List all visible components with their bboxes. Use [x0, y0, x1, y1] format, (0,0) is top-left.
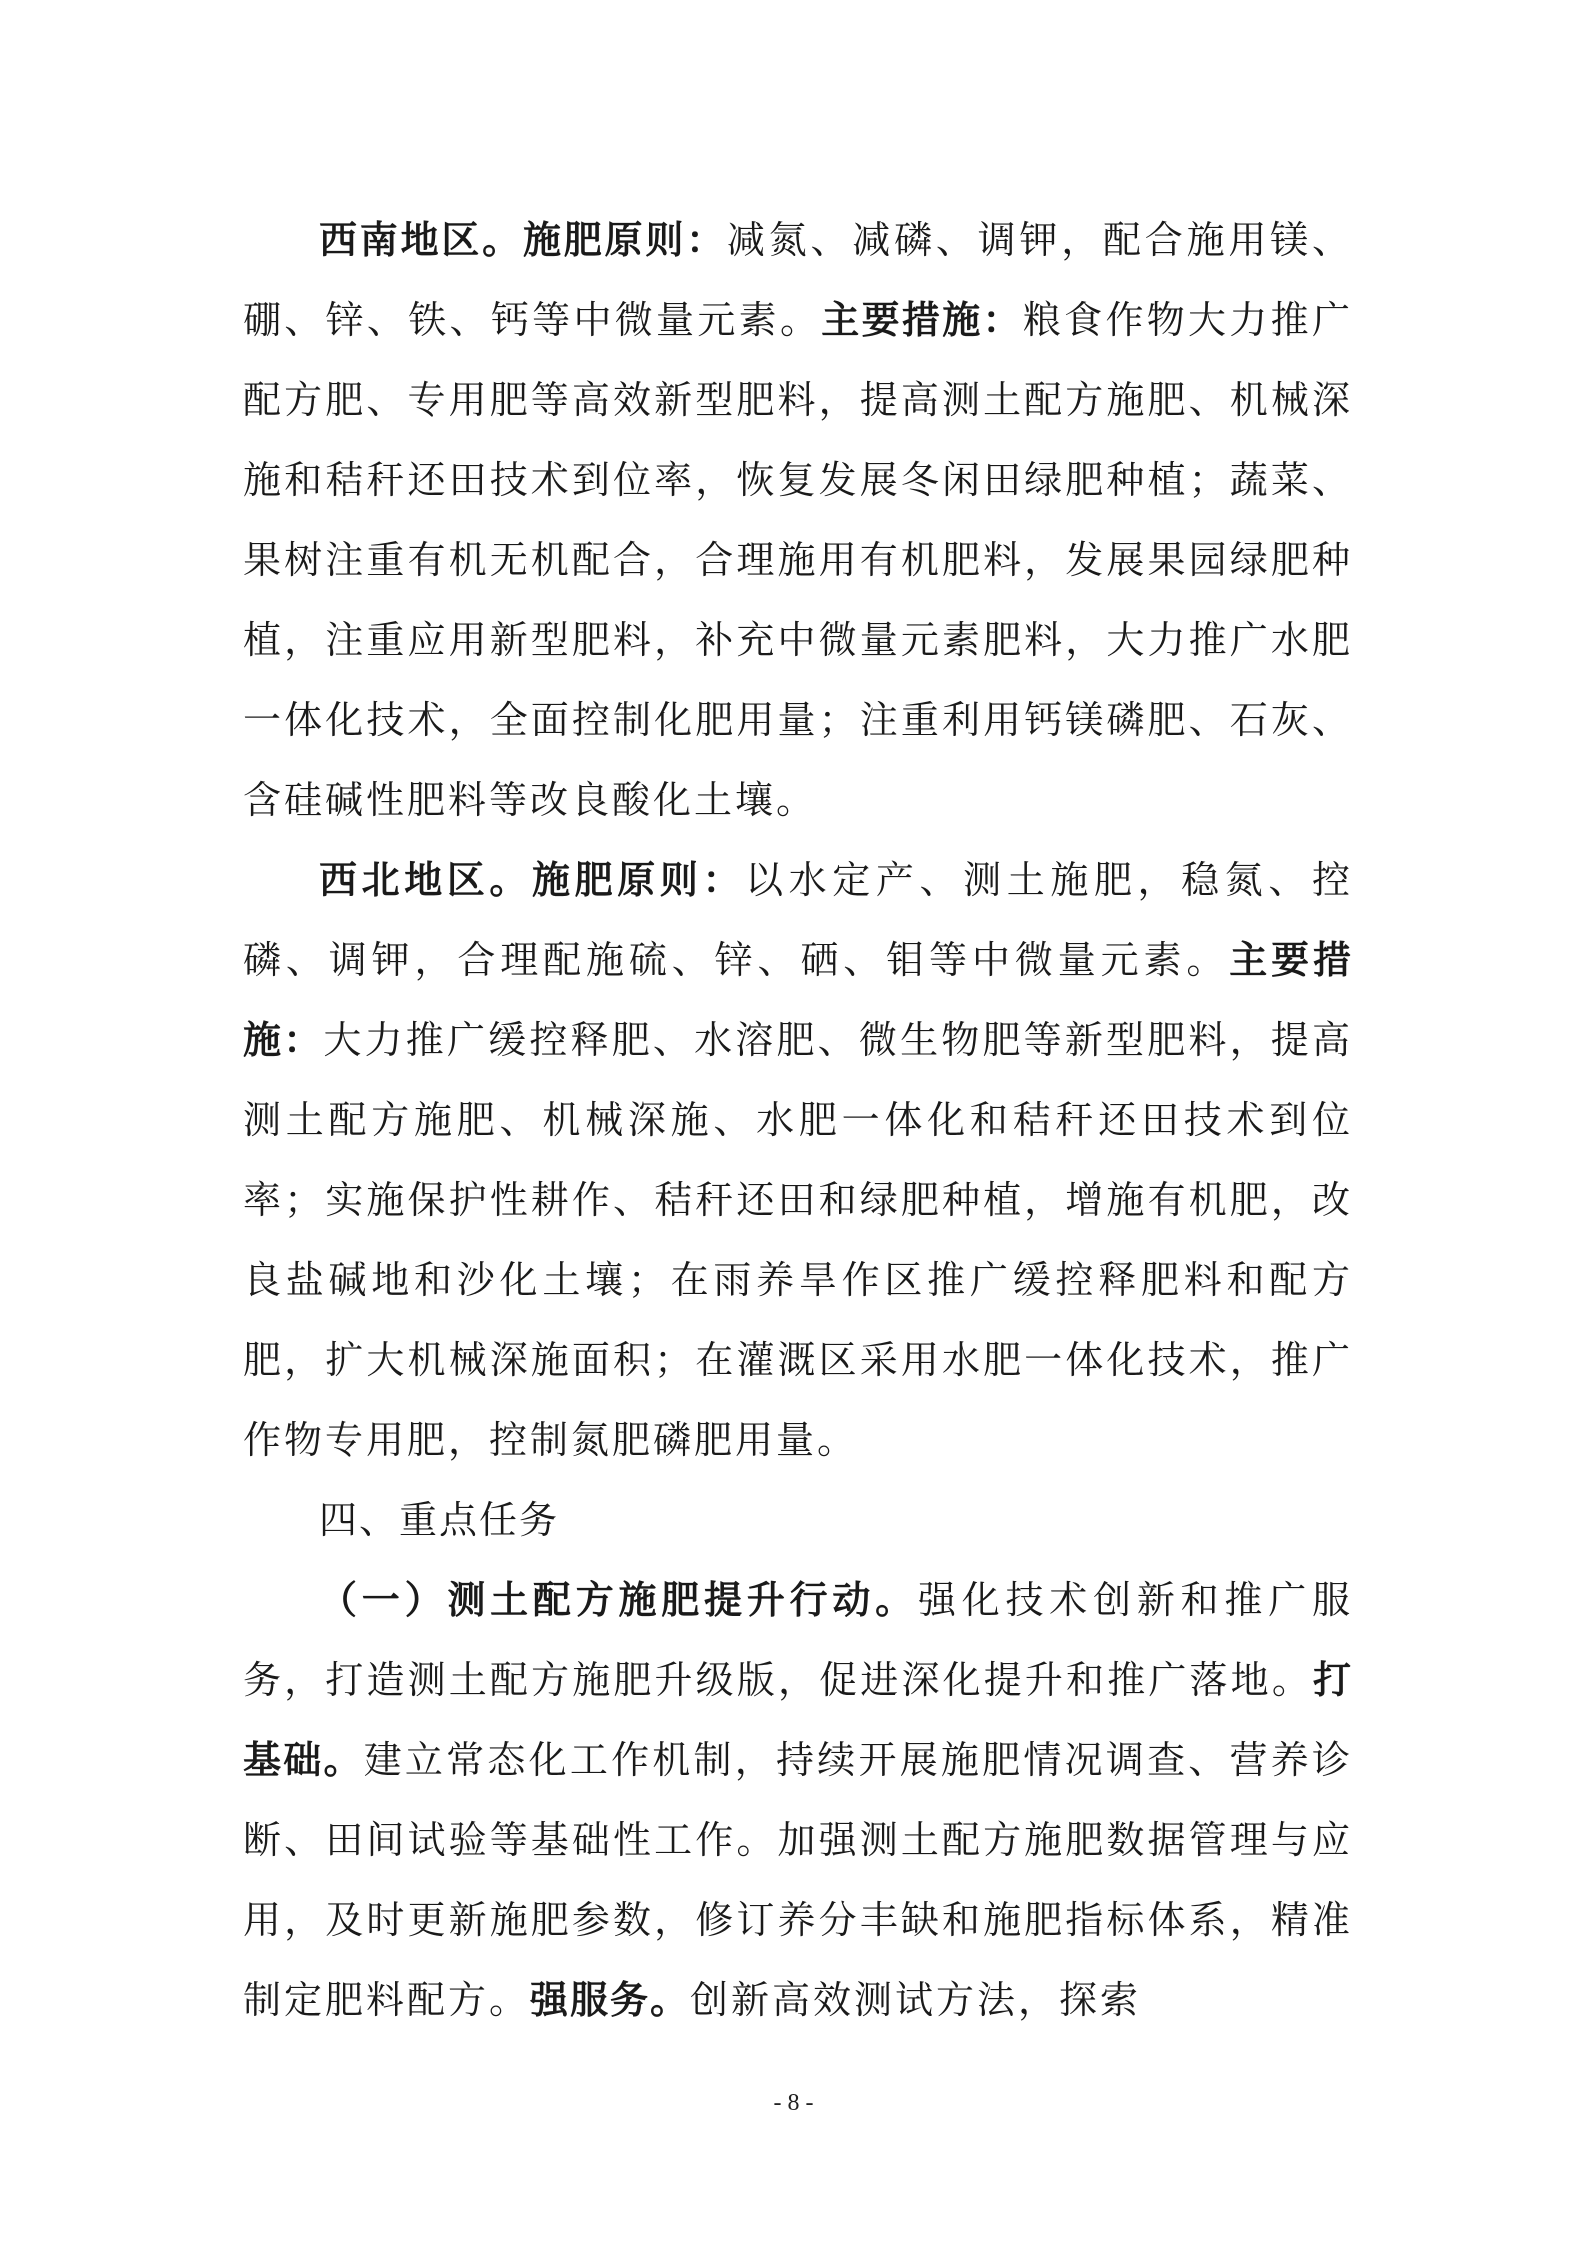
- paragraph-southwest: [243, 200, 1353, 840]
- paragraph-text: 大力推广缓控释肥、水溶肥、微生物肥等新型肥料，提高测土配方施肥、机械深施、水肥一体化和秸秆还田技术到位率；实施保护性耕作、秸秆还田和绿肥种植，增施有机肥，改良盐碱地和沙化土壤；在雨养旱作区推广缓控释肥料和配方肥，扩大机械深施面积；在灌溉区采用水肥一体化技术，推广作物专用肥，控制氮肥磷肥用量。: [243, 1018, 1353, 1462]
- bold-lead: 主要措施：: [243, 938, 1353, 1062]
- paragraph-text: 建立常态化工作机制，持续开展施肥情况调查、营养诊断、田间试验等基础性工作。加强测土配方施肥数据管理与应用，及时更新施肥参数，修订养分丰缺和施肥指标体系，精准制定肥料配方。: [243, 1738, 1353, 2022]
- page-number: - 8 -: [773, 2090, 814, 2116]
- bold-lead: 西北地区。施肥原则：: [319, 858, 746, 902]
- bold-lead: 打基础。: [243, 1658, 1353, 1782]
- paragraph-text: 减氮、减磷、调钾，配合施用镁、硼、锌、铁、钙等中微量元素。: [243, 218, 1353, 342]
- bold-lead: （一）测土配方施肥提升行动。: [319, 1578, 918, 1622]
- paragraph-northwest: [243, 840, 1353, 1480]
- paragraph-text: 强化技术创新和推广服务，打造测土配方施肥升级版，促进深化提升和推广落地。: [243, 1578, 1353, 1702]
- bold-lead: 西南地区。施肥原则：: [319, 218, 727, 262]
- document-body: [243, 200, 1353, 2040]
- paragraph-task-1: [243, 1560, 1353, 2040]
- paragraph-text: 粮食作物大力推广配方肥、专用肥等高效新型肥料，提高测土配方施肥、机械深施和秸秆还田技术到位率，恢复发展冬闲田绿肥种植；蔬菜、果树注重有机无机配合，合理施用有机肥料，发展果园绿肥种植，注重应用新型肥料，补充中微量元素肥料，大力推广水肥一体化技术，全面控制化肥用量；注重利用钙镁磷肥、石灰、含硅碱性肥料等改良酸化土壤。: [243, 298, 1353, 822]
- paragraph-text: 以水定产、测土施肥，稳氮、控磷、调钾，合理配施硫、锌、硒、钼等中微量元素。: [243, 858, 1353, 982]
- paragraph-text: 创新高效测试方法，探索: [690, 1978, 1142, 2022]
- bold-lead: 强服务。: [530, 1978, 691, 2022]
- section-heading: 四、重点任务: [319, 1498, 560, 1542]
- bold-lead: 主要措施：: [821, 298, 1023, 342]
